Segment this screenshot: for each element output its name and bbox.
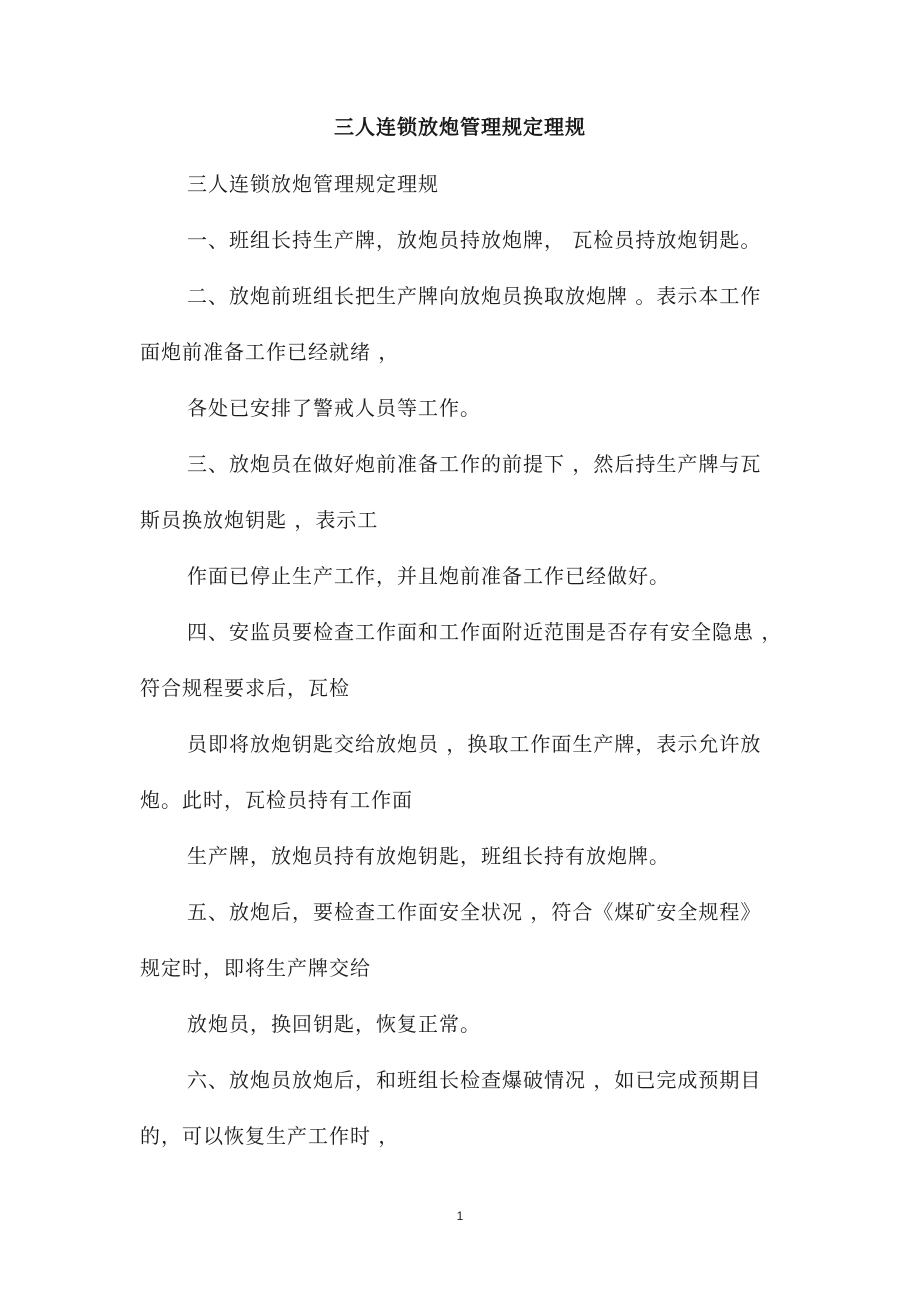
- paragraph-line: 四、安监员要检查工作面和工作面附近范围是否存有安全隐患 ，: [187, 620, 783, 644]
- document-title: 三人连锁放炮管理规定理规: [334, 115, 586, 139]
- paragraph-line: 二、放炮前班组长把生产牌向放炮员换取放炮牌 。表示本工作: [187, 284, 762, 308]
- paragraph-line: 各处已安排了警戒人员等工作。: [187, 396, 481, 420]
- paragraph-line: 一、班组长持生产牌，放炮员持放炮牌， 瓦检员持放炮钥匙。: [187, 228, 762, 252]
- paragraph-line: 炮。此时，瓦检员持有工作面: [140, 788, 413, 812]
- paragraph-line: 斯员换放炮钥匙 ，表示工: [140, 508, 379, 532]
- paragraph-line: 三、放炮员在做好炮前准备工作的前提下 ，然后持生产牌与瓦: [187, 452, 762, 476]
- paragraph-line: 生产牌，放炮员持有放炮钥匙，班组长持有放炮牌。: [187, 844, 670, 868]
- paragraph-line: 规定时，即将生产牌交给: [140, 956, 371, 980]
- paragraph-line: 面炮前准备工作已经就绪 ，: [140, 340, 400, 364]
- paragraph-line: 六、放炮员放炮后，和班组长检查爆破情况 ，如已完成预期目: [187, 1068, 762, 1092]
- paragraph-line: 五、放炮后，要检查工作面安全状况 ，符合《煤矿安全规程》: [187, 900, 762, 924]
- paragraph-line: 符合规程要求后，瓦检: [140, 676, 350, 700]
- page-number: 1: [456, 1209, 464, 1223]
- paragraph-line: 三人连锁放炮管理规定理规: [187, 172, 439, 196]
- paragraph-line: 放炮员，换回钥匙，恢复正常。: [187, 1012, 481, 1036]
- paragraph-line: 作面已停止生产工作，并且炮前准备工作已经做好。: [187, 564, 670, 588]
- paragraph-line: 员即将放炮钥匙交给放炮员 ，换取工作面生产牌，表示允许放: [187, 732, 762, 756]
- paragraph-line: 的，可以恢复生产工作时 ，: [140, 1124, 400, 1148]
